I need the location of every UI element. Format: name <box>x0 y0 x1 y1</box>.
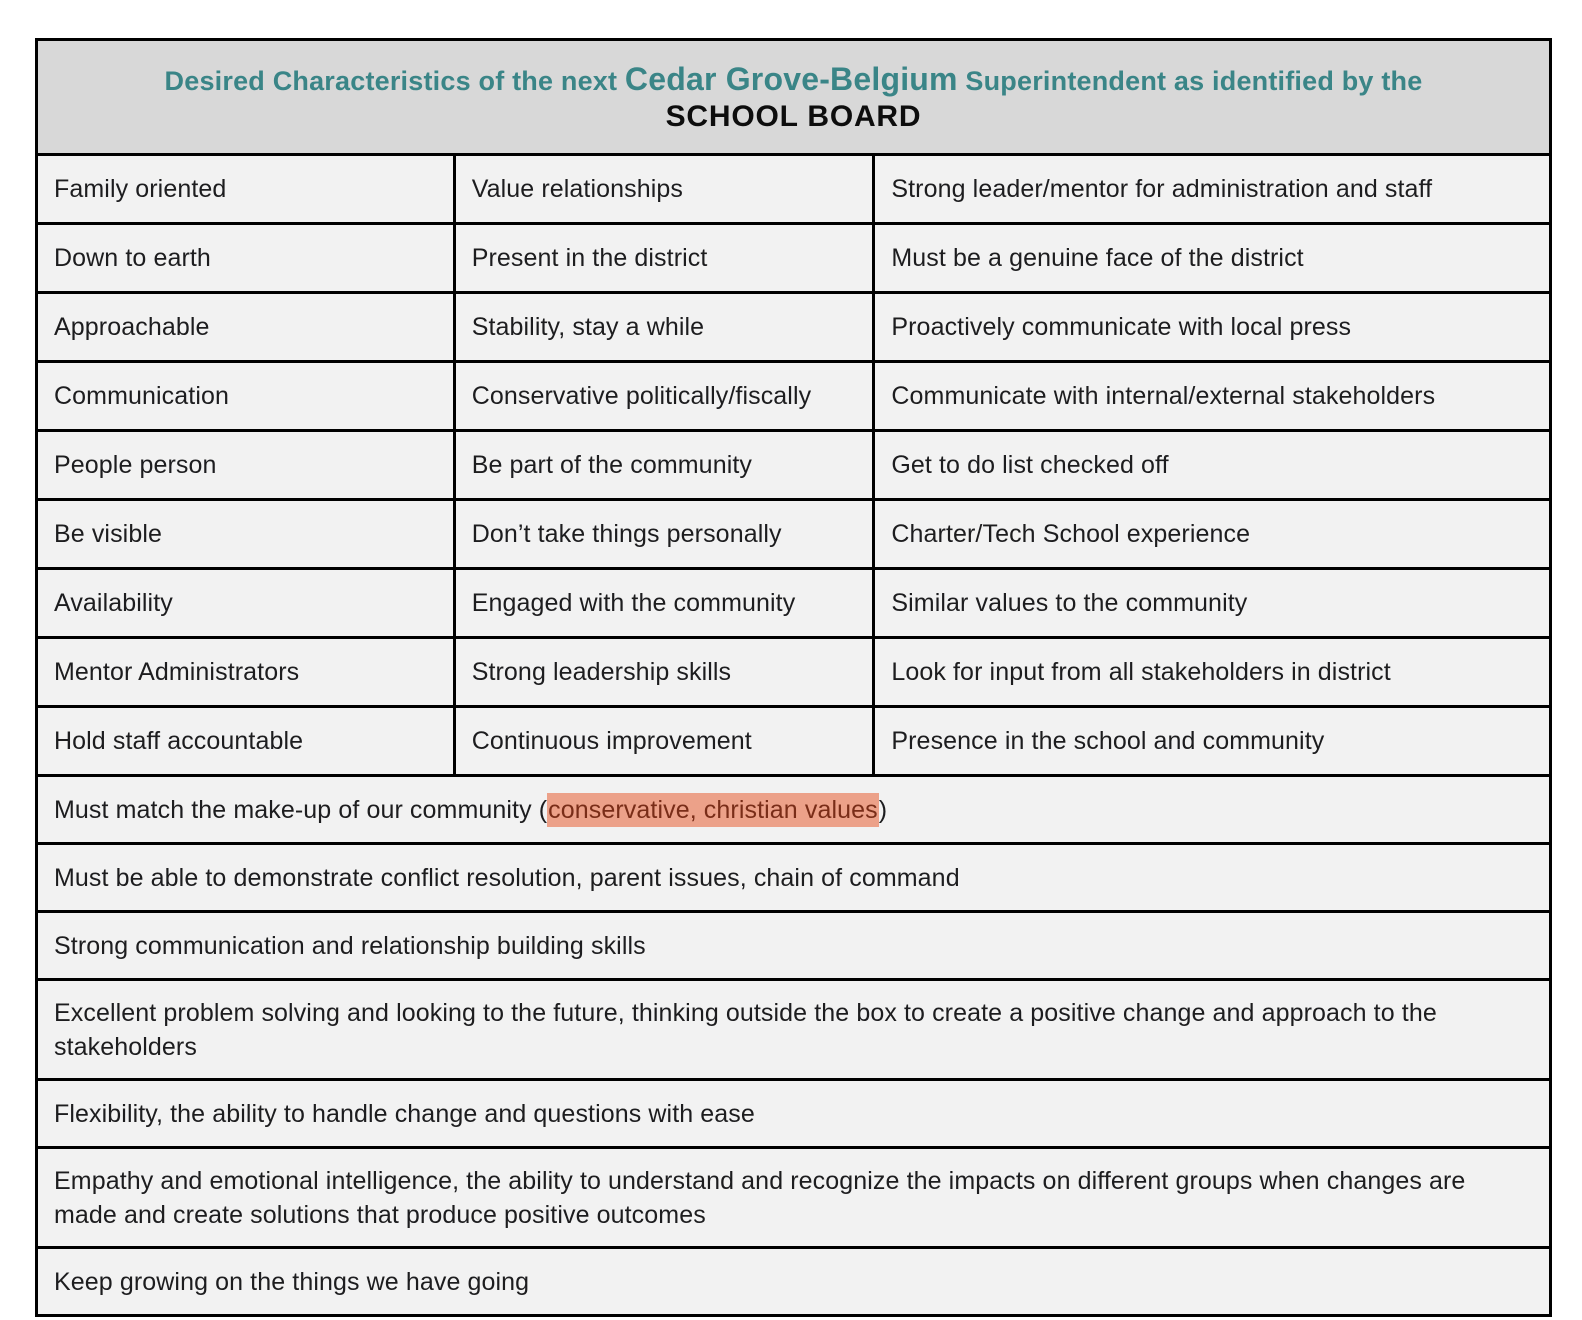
characteristic-text: Similar values to the community <box>891 588 1248 617</box>
characteristic-cell <box>456 363 873 429</box>
characteristic-cell <box>456 294 873 360</box>
characteristic-text: Charter/Tech School experience <box>891 519 1251 548</box>
characteristic-text: Family oriented <box>54 174 227 203</box>
table-header <box>38 41 1549 153</box>
characteristic-cell <box>456 708 873 774</box>
characteristic-cell <box>875 225 1549 291</box>
characteristic-text: Strong communication and relationship building skills <box>54 931 646 960</box>
characteristic-text: Get to do list checked off <box>891 450 1169 479</box>
highlighted-text: conservative, christian values <box>547 793 879 827</box>
characteristic-row <box>38 777 1549 842</box>
characteristic-cell <box>875 708 1549 774</box>
school-district-name: Cedar Grove-Belgium <box>624 60 958 97</box>
characteristic-text: Present in the district <box>471 243 708 272</box>
characteristic-text: Availability <box>54 588 173 617</box>
characteristic-cell <box>875 432 1549 498</box>
characteristic-text: Don’t take things personally <box>471 519 782 548</box>
characteristic-cell <box>38 501 453 567</box>
characteristic-text: Must be able to demonstrate conflict resolution, parent issues, chain of command <box>54 863 960 892</box>
characteristic-text: Be visible <box>54 519 162 548</box>
characteristic-cell <box>456 501 873 567</box>
characteristic-text: Stability, stay a while <box>471 312 705 341</box>
page-title <box>165 61 1423 98</box>
title-text-after-school: Superintendent as identified by the <box>957 65 1423 96</box>
characteristic-text: Proactively communicate with local press <box>891 312 1352 341</box>
characteristic-text <box>54 793 887 827</box>
characteristic-text: Empathy and emotional intelligence, the ability to understand and recognize the impacts on different groups when changes are made and create solutions that produce positive outcomes <box>54 1166 1466 1229</box>
characteristic-cell <box>875 570 1549 636</box>
school-board-subtitle: SCHOOL BOARD <box>665 99 922 133</box>
characteristic-row <box>38 845 1549 910</box>
characteristic-text: Excellent problem solving and looking to the future, thinking outside the box to create a positive change and approach to the stakeholders <box>54 998 1437 1061</box>
characteristic-cell <box>38 432 453 498</box>
characteristic-row <box>38 1149 1549 1246</box>
characteristic-cell <box>38 708 453 774</box>
characteristic-text: People person <box>54 450 217 479</box>
characteristic-cell <box>875 294 1549 360</box>
characteristic-text: Conservative politically/fiscally <box>471 381 812 410</box>
characteristic-text: Communication <box>54 381 229 410</box>
characteristic-text: Flexibility, the ability to handle change and questions with ease <box>54 1099 755 1128</box>
characteristic-cell <box>456 156 873 222</box>
characteristic-cell <box>456 639 873 705</box>
characteristic-row <box>38 913 1549 978</box>
characteristic-row <box>38 1081 1549 1146</box>
title-text-before-school: Desired Characteristics of the next <box>164 65 625 96</box>
characteristic-text: Keep growing on the things we have going <box>54 1267 530 1296</box>
characteristic-text: Value relationships <box>471 174 683 203</box>
characteristic-cell <box>456 570 873 636</box>
characteristic-text: Mentor Administrators <box>54 657 300 686</box>
characteristic-cell <box>38 570 453 636</box>
characteristic-text: Engaged with the community <box>471 588 796 617</box>
characteristic-text: Approachable <box>54 312 210 341</box>
full-width-rows <box>38 777 1549 1314</box>
characteristic-cell <box>875 639 1549 705</box>
characteristic-cell <box>38 639 453 705</box>
characteristic-text: Continuous improvement <box>471 726 752 755</box>
text-before-highlight: Must match the make-up of our community ( <box>54 795 548 824</box>
characteristic-text: Down to earth <box>54 243 211 272</box>
characteristic-text: Must be a genuine face of the district <box>891 243 1304 272</box>
characteristics-grid <box>38 156 1549 774</box>
characteristic-text: Strong leader/mentor for administration and staff <box>891 174 1433 203</box>
characteristic-cell <box>456 225 873 291</box>
characteristic-text: Be part of the community <box>471 450 752 479</box>
characteristic-cell <box>875 363 1549 429</box>
characteristic-cell <box>875 501 1549 567</box>
characteristic-text: Look for input from all stakeholders in district <box>891 657 1391 686</box>
characteristics-table <box>35 38 1552 1317</box>
characteristic-cell <box>38 294 453 360</box>
characteristic-cell <box>456 432 873 498</box>
characteristic-text: Strong leadership skills <box>471 657 732 686</box>
characteristic-cell <box>38 156 453 222</box>
characteristic-cell <box>38 225 453 291</box>
characteristic-cell <box>38 363 453 429</box>
characteristic-text: Communicate with internal/external stakeholders <box>891 381 1436 410</box>
characteristic-row <box>38 1249 1549 1314</box>
characteristic-text: Hold staff accountable <box>54 726 304 755</box>
characteristic-cell <box>875 156 1549 222</box>
text-after-highlight: ) <box>878 795 888 824</box>
characteristic-row <box>38 981 1549 1078</box>
characteristic-text: Presence in the school and community <box>891 726 1325 755</box>
